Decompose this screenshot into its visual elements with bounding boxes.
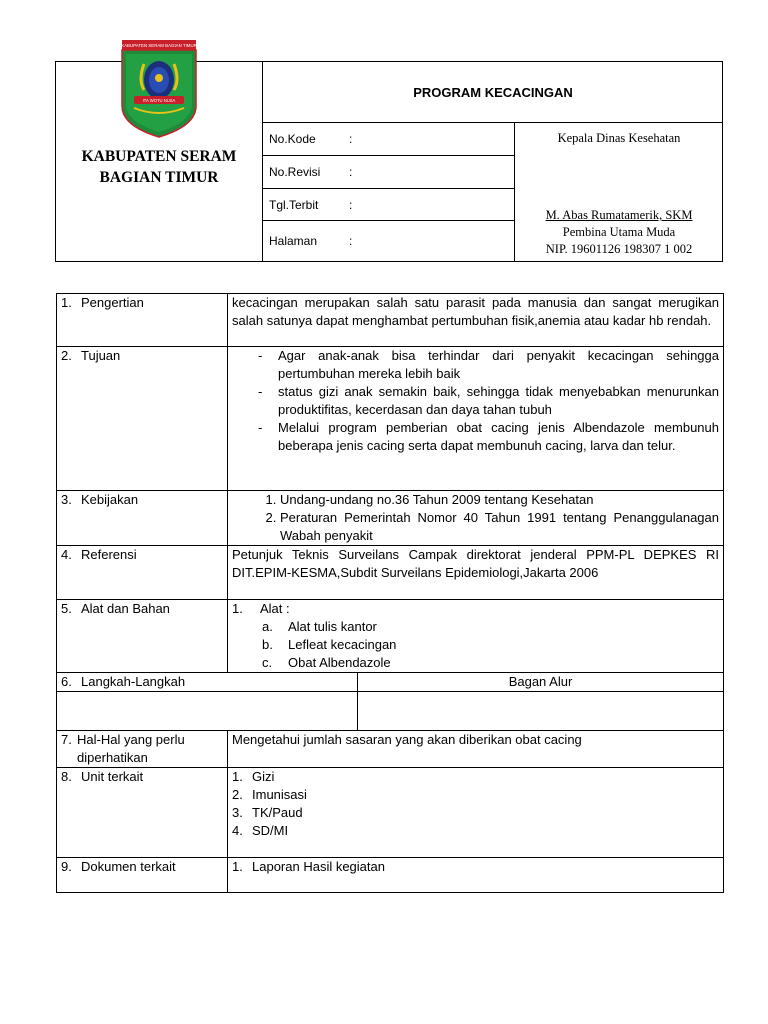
field-tgl-terbit bbox=[263, 189, 515, 221]
row-label: 9. Dokumen terkait bbox=[57, 858, 228, 893]
bagan-alur-content bbox=[358, 692, 724, 731]
region-line-2: BAGIAN TIMUR bbox=[99, 169, 219, 186]
list-item: b. Lefleat kecacingan bbox=[262, 637, 397, 652]
list-item: - Melalui program pemberian obat cacing jenis Albendazole membunuh beberapa jenis cacing serta dapat membunuh cacing, larva dan telur. bbox=[278, 419, 719, 455]
table-row bbox=[57, 768, 724, 858]
table-row bbox=[57, 600, 724, 673]
langkah-content bbox=[57, 692, 358, 731]
row-label: 5. Alat dan Bahan bbox=[57, 600, 228, 673]
alat-cell bbox=[228, 600, 724, 673]
region-name bbox=[56, 146, 262, 188]
signatory-nip: NIP. 19601126 198307 1 002 bbox=[545, 242, 693, 256]
signatory-rank: Pembina Utama Muda bbox=[562, 225, 676, 239]
kebijakan-list bbox=[232, 491, 719, 545]
region-line-1: KABUPATEN SERAM bbox=[81, 148, 237, 165]
row-label: 2. Tujuan bbox=[57, 347, 228, 491]
table-row bbox=[57, 731, 724, 768]
field-sep: : bbox=[349, 165, 353, 179]
row-label: 3. Kebijakan bbox=[57, 491, 228, 546]
signatory-details bbox=[515, 207, 723, 258]
field-label: Tgl.Terbit bbox=[269, 197, 319, 212]
field-label: No.Revisi bbox=[269, 165, 321, 179]
procedure-table bbox=[56, 293, 724, 893]
list-item: 4. SD/MI bbox=[232, 823, 289, 838]
table-row bbox=[57, 294, 724, 347]
program-title: PROGRAM KECACINGAN bbox=[263, 62, 723, 123]
list-item: 1. Gizi bbox=[232, 769, 275, 784]
unit-cell bbox=[228, 768, 724, 858]
signatory-block bbox=[515, 123, 723, 261]
table-row bbox=[57, 858, 724, 893]
dokumen-cell bbox=[228, 858, 724, 893]
alat-list bbox=[232, 618, 719, 672]
tujuan-list bbox=[256, 347, 719, 455]
bagan-alur-heading: Bagan Alur bbox=[358, 673, 724, 692]
kebijakan-cell bbox=[228, 491, 724, 546]
alat-heading: 1. Alat : bbox=[232, 601, 290, 616]
field-sep: : bbox=[349, 197, 353, 212]
list-item: 1. Undang-undang no.36 Tahun 2009 tentang Kesehatan bbox=[280, 491, 719, 509]
field-label: Halaman bbox=[269, 234, 318, 248]
row-label: 4. Referensi bbox=[57, 546, 228, 600]
regency-emblem-icon bbox=[120, 40, 198, 138]
table-row bbox=[57, 673, 724, 692]
document-header bbox=[55, 43, 723, 262]
field-sep: : bbox=[349, 132, 353, 146]
pengertian-text: kecacingan merupakan salah satu parasit pada manusia dan sangat merugikan salah satunya dapat menghambat pertumbuhan fisik,anemia atau kadar hb rendah. bbox=[228, 294, 724, 347]
list-item: - status gizi anak semakin baik, sehingga tidak menyebabkan menurunkan produktifitas, kecerdasan dan daya tahan tubuh bbox=[278, 383, 719, 419]
list-item: 2. Peraturan Pemerintah Nomor 40 Tahun 1991 tentang Penanggulanagan Wabah penyakit bbox=[280, 509, 719, 545]
svg-text:ITA WOTU NUSA: ITA WOTU NUSA bbox=[142, 98, 176, 103]
hal-text: Mengetahui jumlah sasaran yang akan diberikan obat cacing bbox=[228, 731, 724, 768]
row-label: 1. Pengertian bbox=[57, 294, 228, 347]
field-no-kode bbox=[263, 123, 515, 156]
signatory-name: M. Abas Rumatamerik, SKM bbox=[545, 208, 693, 222]
header-left-panel bbox=[56, 43, 263, 261]
table-row bbox=[57, 546, 724, 600]
referensi-text: Petunjuk Teknis Surveilans Campak direktorat jenderal PPM-PL DEPKES RI DIT.EPIM-KESMA,Subdit Surveilans Epidemiologi,Jakarta 2006 bbox=[228, 546, 724, 600]
list-item: a. Alat tulis kantor bbox=[262, 619, 377, 634]
row-label: 8. Unit terkait bbox=[57, 768, 228, 858]
field-halaman bbox=[263, 221, 515, 261]
field-label: No.Kode bbox=[269, 132, 316, 146]
list-item: - Agar anak-anak bisa terhindar dari penyakit kecacingan sehingga pertumbuhan mereka lebih baik bbox=[278, 347, 719, 383]
field-sep: : bbox=[349, 234, 353, 248]
list-item: 2. Imunisasi bbox=[232, 787, 307, 802]
tujuan-cell bbox=[228, 347, 724, 491]
table-row bbox=[57, 692, 724, 731]
field-no-revisi bbox=[263, 156, 515, 189]
table-row bbox=[57, 347, 724, 491]
signatory-role: Kepala Dinas Kesehatan bbox=[557, 131, 681, 145]
list-item: 1. Laporan Hasil kegiatan bbox=[232, 859, 385, 874]
row-label: 6. Langkah-Langkah bbox=[57, 673, 358, 692]
list-item: 3. TK/Paud bbox=[232, 805, 303, 820]
table-row bbox=[57, 491, 724, 546]
row-label: 7. Hal-Hal yang perlu diperhatikan bbox=[57, 731, 228, 768]
list-item: c. Obat Albendazole bbox=[262, 655, 391, 670]
svg-text:KABUPATEN SERAM BAGIAN TIMUR: KABUPATEN SERAM BAGIAN TIMUR bbox=[121, 43, 197, 48]
